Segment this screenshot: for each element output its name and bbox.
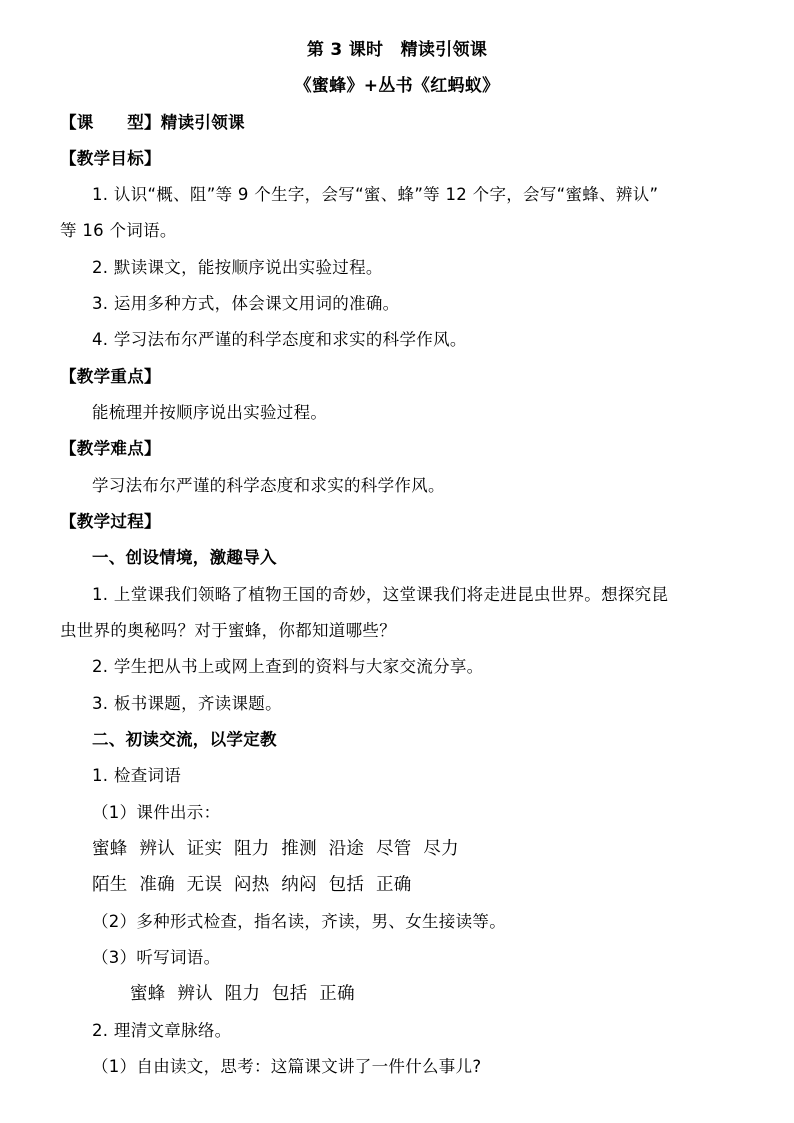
lesson-subtitle: 《蜜蜂》+丛书《红蚂蚁》 <box>294 76 500 96</box>
goal-1-line-2: 等 16 个词语。 <box>60 221 177 240</box>
check-methods: （2）多种形式检查，指名读，齐读，男、女生接读等。 <box>92 912 506 931</box>
goal-3: 3. 运用多种方式，体会课文用词的准确。 <box>92 294 400 313</box>
lesson-title: 第 3 课时 精读引领课 <box>306 40 488 60</box>
process-heading: 【教学过程】 <box>60 512 161 531</box>
section-2-item-1: 1. 检查词语 <box>92 766 182 785</box>
lesson-type: 【课 型】精读引领课 <box>60 113 245 132</box>
dictation-label: （3）听写词语。 <box>92 948 221 967</box>
section-2-item-2-sub-1: （1）自由读文，思考：这篇课文讲了一件什么事儿? <box>92 1057 482 1076</box>
section-1-item-2: 2. 学生把从书上或网上查到的资料与大家交流分享。 <box>92 657 484 676</box>
difficulties-text: 学习法布尔严谨的科学态度和求实的科学作风。 <box>92 476 445 495</box>
goals-heading: 【教学目标】 <box>60 149 161 168</box>
key-points-heading: 【教学重点】 <box>60 367 161 386</box>
section-1-item-3: 3. 板书课题，齐读课题。 <box>92 694 282 713</box>
goal-1-line-1: 1. 认识“概、阻”等 9 个生字，会写“蜜、蜂”等 12 个字，会写“蜜蜂、辨认” <box>92 185 659 204</box>
section-1-heading: 一、创设情境，激趣导入 <box>92 548 277 567</box>
section-2-item-2: 2. 理清文章脉络。 <box>92 1021 232 1040</box>
difficulties-heading: 【教学难点】 <box>60 439 161 458</box>
section-1-item-1-line-1: 1. 上堂课我们领略了植物王国的奇妙，这堂课我们将走进昆虫世界。想探究昆 <box>92 585 669 604</box>
courseware-label: （1）课件出示： <box>92 803 221 822</box>
vocab-row-1: 蜜蜂 辨认 证实 阻力 推测 沿途 尽管 尽力 <box>92 839 459 859</box>
goal-4: 4. 学习法布尔严谨的科学态度和求实的科学作风。 <box>92 330 467 349</box>
dictation-words: 蜜蜂 辨认 阻力 包括 正确 <box>130 984 355 1004</box>
section-2-heading: 二、初读交流，以学定教 <box>92 730 277 749</box>
section-1-item-1-line-2: 虫世界的奥秘吗？对于蜜蜂，你都知道哪些？ <box>60 621 396 640</box>
key-points-text: 能梳理并按顺序说出实验过程。 <box>92 403 328 422</box>
vocab-row-2: 陌生 准确 无误 闷热 纳闷 包括 正确 <box>92 875 412 895</box>
goal-2: 2. 默读课文，能按顺序说出实验过程。 <box>92 258 383 277</box>
